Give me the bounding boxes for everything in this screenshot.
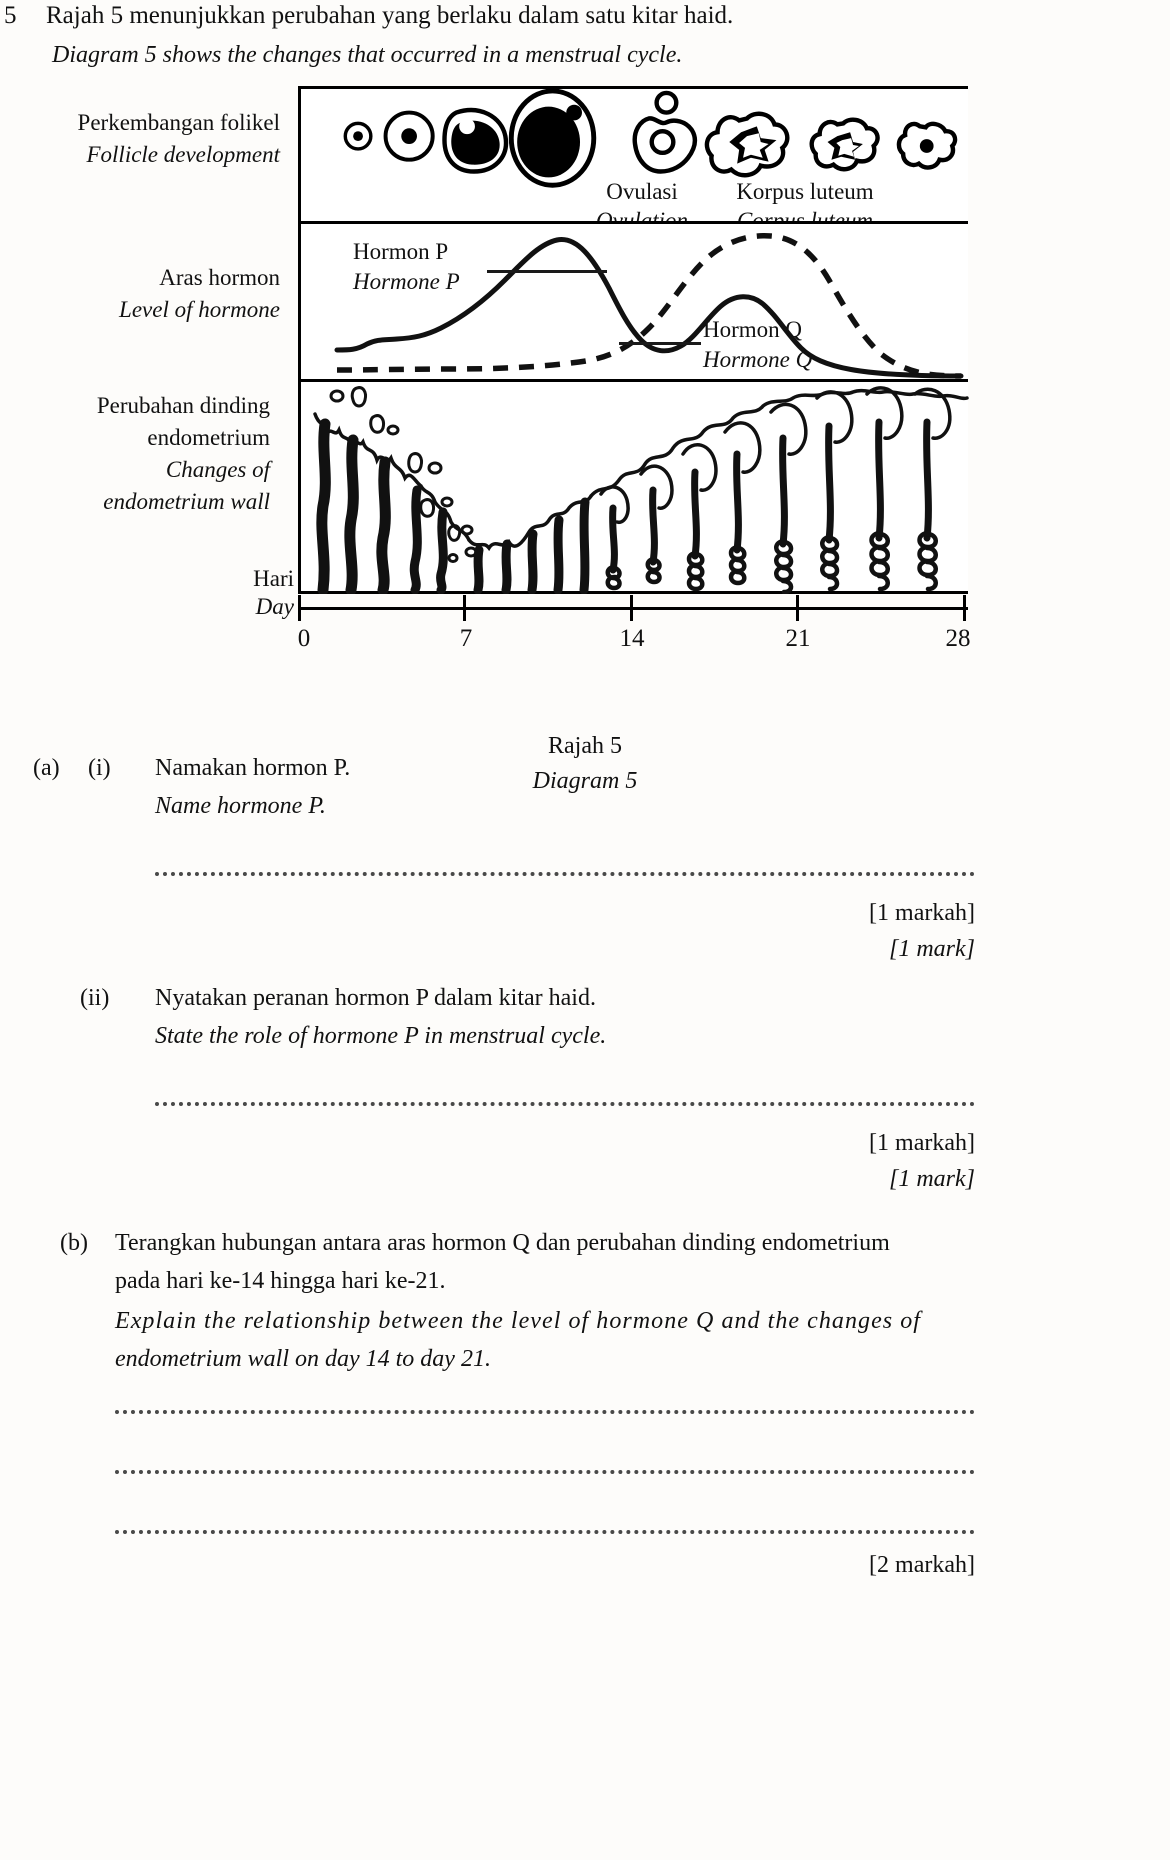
- panel-endometrium-changes: [298, 379, 968, 594]
- part-b-text-malay-1: Terangkan hubungan antara aras hormon Q dan perubahan dinding endometrium: [115, 1230, 890, 1256]
- axis-tick-label-7: 7: [459, 625, 473, 652]
- axis-label-malay: Hari: [253, 566, 294, 591]
- legend-leader-line-p: [487, 270, 607, 273]
- part-a-i-marker: (i): [88, 755, 111, 781]
- part-b-text-english-1: Explain the relationship between the level of hormone Q and the changes of: [115, 1308, 921, 1334]
- legend-hormone-q-english: Hormone Q: [703, 347, 813, 372]
- axis-tick-label-21: 21: [785, 625, 811, 652]
- axis-tick-label-28: 28: [945, 625, 971, 652]
- panel-hormone-levels: [298, 221, 968, 379]
- day-axis: [298, 595, 970, 675]
- marks-a-ii-english: [1 mark]: [888, 1166, 975, 1192]
- row-label-endometrium-malay-2: endometrium: [147, 425, 270, 450]
- endometrium-wall-illustration: [301, 382, 969, 594]
- answer-line-a-i-1[interactable]: [155, 872, 975, 876]
- legend-hormone-p-malay: Hormon P: [353, 239, 449, 264]
- row-label-endometrium-malay-1: Perubahan dinding: [96, 393, 270, 418]
- part-a-ii-text-malay: Nyatakan peranan hormon P dalam kitar haid.: [155, 985, 596, 1011]
- marks-a-i-english: [1 mark]: [888, 936, 975, 962]
- part-a-marker: (a): [33, 755, 60, 781]
- legend-leader-line-q: [619, 342, 701, 345]
- row-label-follicle-malay: Perkembangan folikel: [77, 110, 280, 135]
- axis-tick-0: [298, 595, 301, 621]
- annotation-corpus-luteum-malay: Korpus luteum: [736, 179, 874, 204]
- axis-tick-14: [630, 595, 633, 621]
- part-b-text-malay-2: pada hari ke-14 hingga hari ke-21.: [115, 1268, 446, 1294]
- part-a-ii-marker: (ii): [80, 985, 110, 1011]
- answer-line-b-2[interactable]: [115, 1470, 975, 1474]
- diagram-caption-malay: Rajah 5: [548, 733, 622, 759]
- marks-a-ii-malay: [1 markah]: [869, 1130, 975, 1156]
- axis-tick-21: [796, 595, 799, 621]
- axis-tick-7: [463, 595, 466, 621]
- part-b-text-english-2: endometrium wall on day 14 to day 21.: [115, 1346, 491, 1372]
- part-b-marker: (b): [60, 1230, 88, 1256]
- axis-label-english: Day: [255, 594, 294, 619]
- row-label-endometrium-english-2: endometrium wall: [103, 489, 270, 514]
- marks-a-i-malay: [1 markah]: [869, 900, 975, 926]
- question-stem-english: Diagram 5 shows the changes that occurred in a menstrual cycle.: [52, 42, 683, 68]
- legend-hormone-p-english: Hormone P: [353, 269, 460, 294]
- row-label-endometrium-english-1: Changes of: [165, 457, 270, 482]
- question-number: 5: [4, 2, 17, 29]
- axis-tick-28: [963, 595, 966, 621]
- row-label-hormone-malay: Aras hormon: [159, 265, 280, 290]
- part-a-i-text-english: Name hormone P.: [155, 793, 326, 819]
- part-a-i-text-malay: Namakan hormon P.: [155, 755, 351, 781]
- diagram-caption-english: Diagram 5: [532, 768, 638, 794]
- row-label-hormone-english: Level of hormone: [119, 297, 280, 322]
- answer-line-b-1[interactable]: [115, 1410, 975, 1414]
- marks-b-malay: [2 markah]: [869, 1552, 975, 1578]
- question-stem-malay: Rajah 5 menunjukkan perubahan yang berlaku dalam satu kitar haid.: [46, 2, 734, 29]
- axis-line: [298, 607, 968, 610]
- axis-tick-label-14: 14: [619, 625, 645, 652]
- annotation-ovulation-malay: Ovulasi: [606, 179, 678, 204]
- part-a-ii-text-english: State the role of hormone P in menstrual cycle.: [155, 1023, 607, 1049]
- row-label-follicle-english: Follicle development: [86, 142, 280, 167]
- axis-tick-label-0: 0: [297, 625, 311, 652]
- answer-line-a-ii-1[interactable]: [155, 1102, 975, 1106]
- answer-line-b-3[interactable]: [115, 1530, 975, 1534]
- legend-hormone-q-malay: Hormon Q: [703, 317, 803, 342]
